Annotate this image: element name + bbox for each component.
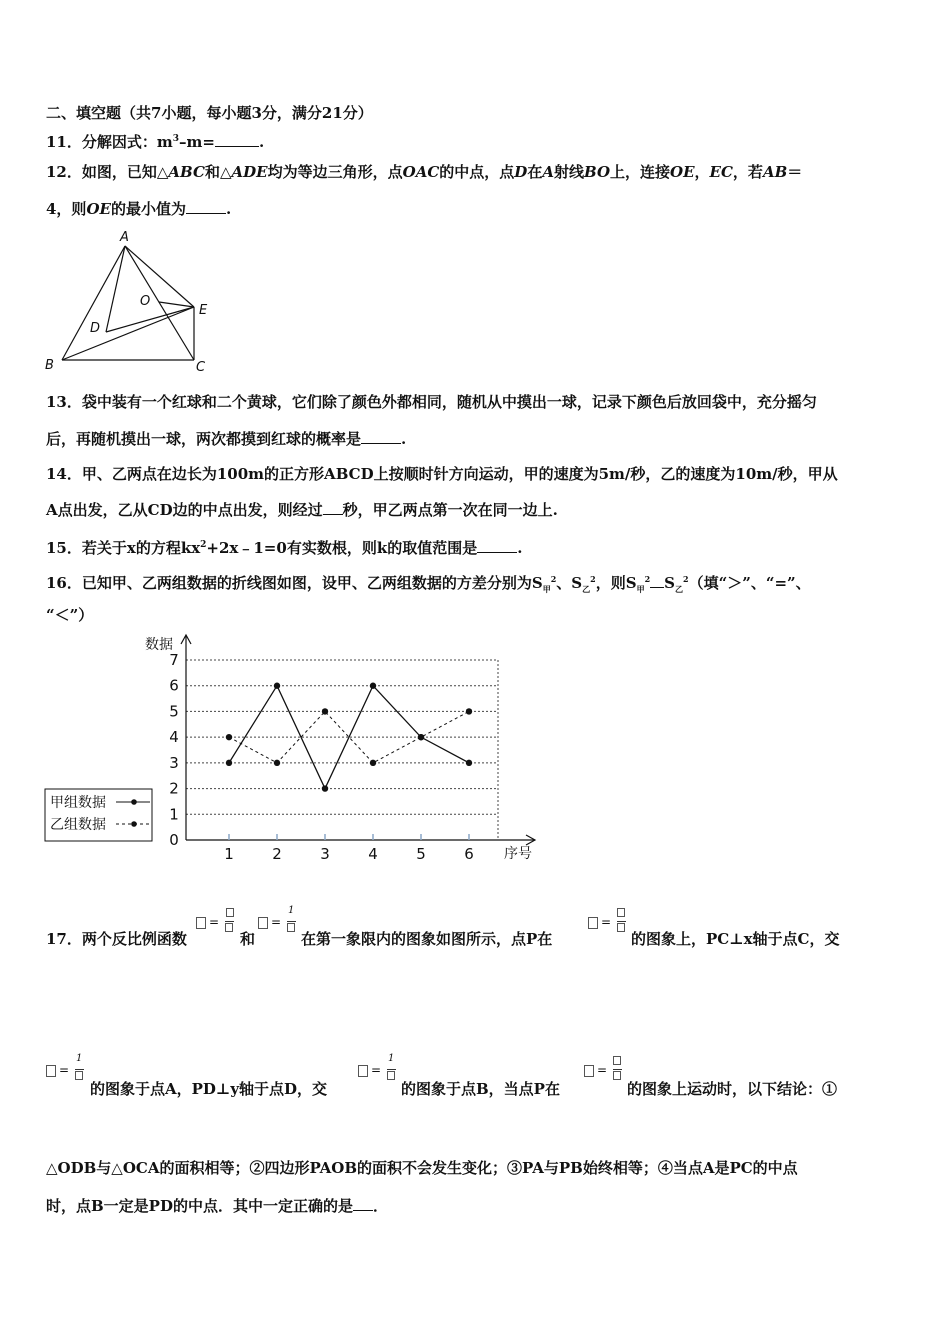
series-2-point <box>418 734 424 740</box>
question-17-line3: △ODB与△OCA的面积相等；②四边形PAOB的面积不会发生变化；③PA与PB始终相等；④当点A是PC的中点 <box>46 1159 798 1177</box>
fraction-function-4: = 1 <box>46 1053 90 1087</box>
series-1-point <box>274 683 280 689</box>
legend-marker <box>131 821 137 827</box>
segment-ad <box>106 246 125 332</box>
y-tick-label: 3 <box>169 753 179 772</box>
x-tick-label: 3 <box>320 845 330 863</box>
question-13-line1: 13．袋中装有一个红球和二个黄球，它们除了颜色外都相同，随机从中摸出一球，记录下颜色后放回袋中，充分摇匀 <box>46 393 817 411</box>
y-axis-label: 数据 <box>145 637 173 653</box>
label-C: C <box>196 360 206 375</box>
answer-blank[interactable] <box>477 538 517 553</box>
segment-de <box>106 307 194 332</box>
segment-ab <box>62 246 125 360</box>
x-tick-label: 5 <box>416 845 426 863</box>
question-17-line2-c: 的图象上运动时，以下结论：① <box>627 1080 838 1098</box>
y-tick-label: 5 <box>169 702 179 721</box>
answer-blank[interactable] <box>186 199 226 214</box>
series-2-point <box>322 708 328 714</box>
label-O: O <box>140 294 151 309</box>
label-D: D <box>90 321 101 336</box>
y-tick-label: 6 <box>169 676 179 695</box>
fraction-function-3: = <box>588 905 632 939</box>
legend-label: 乙组数据 <box>50 817 106 833</box>
legend-label: 甲组数据 <box>50 795 106 811</box>
question-12-line2: 4，则OE的最小值为 . <box>46 200 232 218</box>
line-chart <box>40 630 550 870</box>
label-E: E <box>199 303 208 318</box>
y-tick-label: 2 <box>169 779 179 798</box>
question-17-he: 和 <box>240 930 256 948</box>
fraction-function-2: = 1 <box>258 905 302 939</box>
question-13-line2: 后，再随机摸出一球，两次都摸到红球的概率是 . <box>46 430 407 448</box>
series-1-point <box>226 760 232 766</box>
question-17-line1: 17．两个反比例函数 <box>46 930 187 948</box>
answer-blank[interactable] <box>650 573 664 588</box>
series-1-point <box>466 760 472 766</box>
label-B: B <box>45 358 54 373</box>
y-tick-label: 1 <box>169 805 179 824</box>
y-tick-label: 0 <box>169 831 179 849</box>
x-tick-label: 6 <box>464 845 474 863</box>
x-tick-label: 4 <box>368 845 378 863</box>
series-2-point <box>226 734 232 740</box>
question-12-line1: 12．如图，已知△ABC和△ADE均为等边三角形，点OAC的中点，点D在A射线BO上，连接OE，EC，若AB＝ <box>46 163 803 181</box>
fraction-function-6: = <box>584 1053 628 1087</box>
question-16-line2: “＜”） <box>46 606 94 624</box>
series-1-point <box>370 683 376 689</box>
question-17-line2-a: 的图象于点A，PD⊥y轴于点D，交 <box>90 1080 328 1098</box>
question-11: 11．分解因式：$m^3-m=$ . <box>46 133 265 151</box>
answer-blank[interactable] <box>323 500 343 515</box>
fraction-function-1: = <box>196 905 240 939</box>
segment-ae <box>125 246 194 307</box>
y-tick-label: 4 <box>169 728 179 747</box>
question-17-line1-d: 的图象上，PC⊥x轴于点C，交 <box>631 930 840 948</box>
question-15: 15．若关于x的方程$kx^2+2x﹣1=0$有实数根，则k的取值范围是 . <box>46 539 523 557</box>
answer-blank[interactable] <box>361 429 401 444</box>
question-14-line1: 14．甲、乙两点在边长为100m的正方形ABCD上按顺时针方向运动，甲的速度为5m/秒，乙的速度为10m/秒，甲从 <box>46 465 838 483</box>
segment-be <box>62 307 194 360</box>
question-17-line4: 时，点B一定是PD的中点．其中一定正确的是 ． <box>46 1197 388 1215</box>
series-2-point <box>466 708 472 714</box>
x-tick-label: 1 <box>224 845 234 863</box>
y-tick-label: 7 <box>169 651 179 669</box>
fraction-function-5: = 1 <box>358 1053 402 1087</box>
label-A: A <box>120 230 129 245</box>
series-1-point <box>322 785 328 791</box>
x-axis-label: 序号 <box>504 846 532 862</box>
question-17-line1-c: 在第一象限内的图象如图所示，点P在 <box>301 930 553 948</box>
series-line-1 <box>229 686 469 789</box>
question-16-line1: 16．已知甲、乙两组数据的折线图如图，设甲、乙两组数据的方差分别为$S_甲^2$、$S_乙^2$，则$S_甲^2$ $S_乙^2$（填“＞”、“=”、 <box>46 574 811 594</box>
series-2-point <box>370 760 376 766</box>
section-title: 二、填空题（共7小题，每小题3分，满分21分） <box>46 104 373 122</box>
segment-ac <box>125 246 194 360</box>
answer-blank[interactable] <box>353 1196 373 1211</box>
x-tick-label: 2 <box>272 845 282 863</box>
triangle-figure <box>40 228 230 376</box>
series-2-point <box>274 760 280 766</box>
legend-marker <box>131 799 137 805</box>
question-17-line2-b: 的图象于点B，当点P在 <box>401 1080 560 1098</box>
question-14-line2: A点出发，乙从CD边的中点出发，则经过 秒，甲乙两点第一次在同一边上. <box>46 501 558 519</box>
answer-blank[interactable] <box>215 132 259 147</box>
